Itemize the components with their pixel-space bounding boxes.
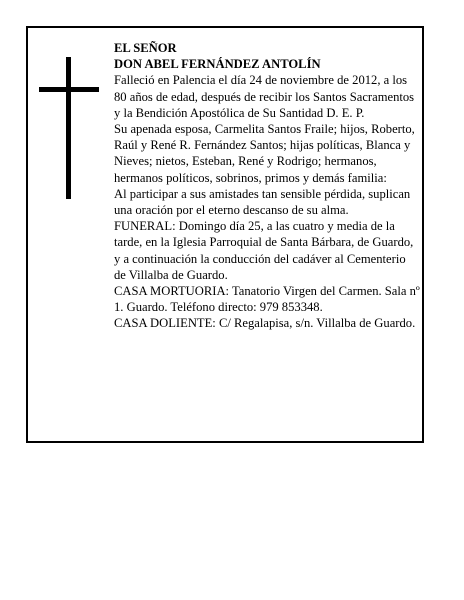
- family-list: Su apenada esposa, Carmelita Santos Fraile; hijos, Roberto, Raúl y René R. Fernández Santos; hijas políticas, Blanca y Nieves; nietos, Esteban, René y Rodrigo; hermanos, hermanos políticos, sobrinos, primos y demás familia:: [114, 122, 415, 185]
- funeral-details: FUNERAL: Domingo día 25, a las cuatro y media de la tarde, en la Iglesia Parroquial de Santa Bárbara, de Guardo, y a continuación la conducción del cadáver al Cementerio de Villalba de Guardo.: [114, 219, 414, 282]
- cross-icon: [39, 57, 99, 199]
- cross-horizontal-bar: [39, 87, 99, 92]
- obituary-notice: [26, 26, 424, 443]
- death-announcement: Falleció en Palencia el día 24 de noviembre de 2012, a los 80 años de edad, después de recibir los Santos Sacramentos y la Bendición Apostólica de Su Santidad D. E. P.: [114, 73, 415, 120]
- deceased-name: DON ABEL FERNÁNDEZ ANTOLÍN: [114, 57, 321, 72]
- notice-text: [114, 40, 420, 332]
- prayer-request: Al participar a sus amistades tan sensible pérdida, suplican una oración por el eterno descanso de su alma.: [114, 186, 411, 218]
- family-home-details: CASA DOLIENTE: C/ Regalapisa, s/n. Villalba de Guardo.: [114, 316, 416, 331]
- cross-vertical-bar: [66, 57, 71, 199]
- notice-heading: EL SEÑOR: [114, 41, 177, 55]
- funeral-home-details: CASA MORTUORIA: Tanatorio Virgen del Carmen. Sala nº 1. Guardo. Teléfono directo: 979 853348.: [114, 284, 420, 315]
